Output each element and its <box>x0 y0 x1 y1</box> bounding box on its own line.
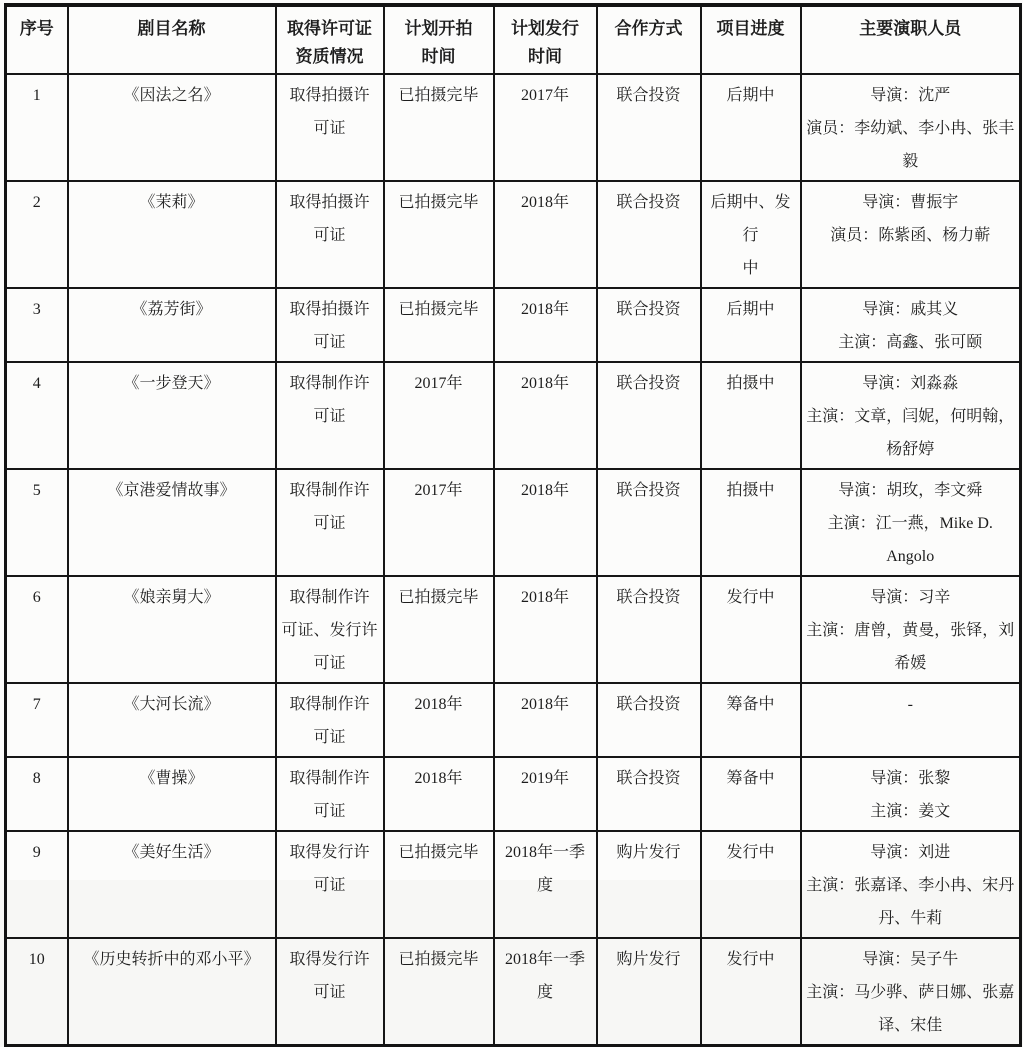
shoot-line: 已拍摄完毕 <box>398 951 479 968</box>
cast-cell <box>801 288 1021 362</box>
license-line: 可证 <box>313 655 346 672</box>
license-cell <box>276 469 384 576</box>
license-line: 可证 <box>313 803 346 820</box>
header-cell-shoot <box>384 5 494 74</box>
cast-cell <box>801 683 1021 757</box>
shoot-line: 2018年 <box>414 696 463 713</box>
license-line: 取得制作许 <box>289 482 370 499</box>
license-line: 可证 <box>313 984 346 1001</box>
release-line: 2018年 <box>520 194 569 211</box>
coop-cell: 联合投资 <box>597 362 701 469</box>
release-line: 2019年 <box>520 770 569 787</box>
progress-line: 拍摄中 <box>726 482 775 499</box>
no-cell: 1 <box>6 74 68 181</box>
shoot-cell <box>384 576 494 683</box>
table-row <box>6 74 1021 181</box>
cast-cell <box>801 831 1021 938</box>
table-body <box>6 74 1021 1046</box>
header-cell-license <box>276 5 384 74</box>
progress-cell <box>701 757 801 831</box>
header-line: 项目进度 <box>716 19 785 38</box>
shoot-line: 2017年 <box>414 375 463 392</box>
table-row <box>6 683 1021 757</box>
no-cell: 7 <box>6 683 68 757</box>
license-line: 取得发行许 <box>289 844 370 861</box>
cast-line: 主演：姜文 <box>870 803 951 820</box>
table-row <box>6 576 1021 683</box>
release-line: 2018年一季 <box>504 844 585 861</box>
progress-cell <box>701 469 801 576</box>
progress-line: 筹备中 <box>726 696 775 713</box>
table-row <box>6 938 1021 1046</box>
table-row <box>6 181 1021 288</box>
release-line: 度 <box>536 984 553 1001</box>
license-cell <box>276 181 384 288</box>
cast-line: 导演：刘进 <box>870 844 951 861</box>
progress-line: 后期中、发行 <box>710 194 791 244</box>
license-cell <box>276 362 384 469</box>
license-line: 取得制作许 <box>289 696 370 713</box>
header-cell-progress <box>701 5 801 74</box>
no-cell: 5 <box>6 469 68 576</box>
title-cell: 《茉莉》 <box>68 181 276 288</box>
release-line: 度 <box>536 877 553 894</box>
header-line: 剧目名称 <box>137 19 206 38</box>
release-cell <box>494 74 597 181</box>
release-line: 2018年 <box>520 696 569 713</box>
cast-line: 导演：吴子牛 <box>862 951 959 968</box>
cast-line: 演员：李幼斌、李小冉、张丰毅 <box>806 120 1015 170</box>
progress-line: 中 <box>742 260 759 277</box>
shoot-cell <box>384 288 494 362</box>
release-cell <box>494 469 597 576</box>
header-cell-coop <box>597 5 701 74</box>
license-cell <box>276 757 384 831</box>
cast-line: 主演：马少骅、萨日娜、张嘉译、宋佳 <box>806 984 1015 1034</box>
cast-line: 主演：文章，闫妮，何明翰，杨舒婷 <box>806 408 1015 458</box>
progress-line: 后期中 <box>726 301 775 318</box>
cast-line: - <box>907 696 913 713</box>
shoot-line: 已拍摄完毕 <box>398 589 479 606</box>
license-cell <box>276 683 384 757</box>
release-line: 2018年 <box>520 482 569 499</box>
cast-cell <box>801 757 1021 831</box>
release-cell <box>494 288 597 362</box>
no-cell: 8 <box>6 757 68 831</box>
license-cell <box>276 938 384 1046</box>
title-cell: 《美好生活》 <box>68 831 276 938</box>
cast-line: 演员：陈紫函、杨力蕲 <box>830 227 991 244</box>
shoot-line: 已拍摄完毕 <box>398 87 479 104</box>
cast-line: 主演：唐曾，黄曼，张铎，刘希媛 <box>806 622 1015 672</box>
coop-cell: 联合投资 <box>597 469 701 576</box>
header-cell-no <box>6 5 68 74</box>
coop-cell: 联合投资 <box>597 576 701 683</box>
coop-cell: 联合投资 <box>597 757 701 831</box>
license-line: 可证、发行许 <box>281 622 378 639</box>
cast-line: 主演：高鑫、张可颐 <box>838 334 983 351</box>
coop-cell: 联合投资 <box>597 288 701 362</box>
license-line: 取得拍摄许 <box>289 87 370 104</box>
no-cell: 9 <box>6 831 68 938</box>
title-cell: 《历史转折中的邓小平》 <box>68 938 276 1046</box>
cast-cell <box>801 74 1021 181</box>
header-line: 取得许可证 <box>287 19 372 38</box>
progress-line: 发行中 <box>726 844 775 861</box>
title-cell: 《大河长流》 <box>68 683 276 757</box>
license-line: 取得拍摄许 <box>289 194 370 211</box>
header-line: 时间 <box>528 47 562 66</box>
coop-cell: 联合投资 <box>597 181 701 288</box>
table-row <box>6 831 1021 938</box>
shoot-line: 已拍摄完毕 <box>398 194 479 211</box>
license-line: 可证 <box>313 227 346 244</box>
cast-line: 导演：习辛 <box>870 589 951 606</box>
progress-line: 发行中 <box>726 951 775 968</box>
cast-line: 导演：曹振宇 <box>862 194 959 211</box>
shoot-line: 2018年 <box>414 770 463 787</box>
release-line: 2017年 <box>520 87 569 104</box>
cast-line: 主演：张嘉译、李小冉、宋丹丹、牛莉 <box>806 877 1015 927</box>
release-line: 2018年 <box>520 375 569 392</box>
cast-cell <box>801 469 1021 576</box>
progress-cell <box>701 683 801 757</box>
no-cell: 10 <box>6 938 68 1046</box>
header-line: 序号 <box>19 19 54 38</box>
header-line: 计划开拍 <box>404 19 473 38</box>
cast-cell <box>801 181 1021 288</box>
progress-cell <box>701 181 801 288</box>
drama-projects-table <box>4 3 1022 1047</box>
license-line: 可证 <box>313 515 346 532</box>
release-line: 2018年 <box>520 589 569 606</box>
shoot-cell <box>384 362 494 469</box>
coop-cell: 购片发行 <box>597 938 701 1046</box>
cast-cell <box>801 362 1021 469</box>
shoot-line: 已拍摄完毕 <box>398 844 479 861</box>
license-line: 取得制作许 <box>289 589 370 606</box>
release-cell <box>494 683 597 757</box>
license-line: 可证 <box>313 408 346 425</box>
progress-cell <box>701 938 801 1046</box>
title-cell: 《曹操》 <box>68 757 276 831</box>
release-line: 2018年一季 <box>504 951 585 968</box>
coop-cell: 联合投资 <box>597 74 701 181</box>
title-cell: 《京港爱情故事》 <box>68 469 276 576</box>
cast-line: 导演：胡玫，李文舜 <box>838 482 983 499</box>
license-line: 可证 <box>313 877 346 894</box>
progress-line: 筹备中 <box>726 770 775 787</box>
license-line: 取得制作许 <box>289 375 370 392</box>
progress-cell <box>701 831 801 938</box>
license-line: 可证 <box>313 729 346 746</box>
shoot-cell <box>384 757 494 831</box>
table-row <box>6 469 1021 576</box>
license-line: 取得发行许 <box>289 951 370 968</box>
progress-cell <box>701 288 801 362</box>
header-line: 合作方式 <box>614 19 683 38</box>
progress-cell <box>701 576 801 683</box>
license-line: 取得拍摄许 <box>289 301 370 318</box>
table-header <box>6 5 1021 74</box>
shoot-cell <box>384 181 494 288</box>
coop-cell: 联合投资 <box>597 683 701 757</box>
title-cell: 《荔芳街》 <box>68 288 276 362</box>
license-line: 可证 <box>313 120 346 137</box>
release-cell <box>494 362 597 469</box>
progress-line: 后期中 <box>726 87 775 104</box>
table-row <box>6 757 1021 831</box>
cast-line: 导演：张黎 <box>870 770 951 787</box>
no-cell: 6 <box>6 576 68 683</box>
progress-cell <box>701 362 801 469</box>
cast-line: 导演：沈严 <box>870 87 951 104</box>
cast-cell <box>801 938 1021 1046</box>
progress-line: 发行中 <box>726 589 775 606</box>
release-cell <box>494 576 597 683</box>
title-cell: 《因法之名》 <box>68 74 276 181</box>
no-cell: 2 <box>6 181 68 288</box>
license-cell <box>276 288 384 362</box>
release-line: 2018年 <box>520 301 569 318</box>
progress-cell <box>701 74 801 181</box>
license-line: 取得制作许 <box>289 770 370 787</box>
shoot-cell <box>384 74 494 181</box>
shoot-line: 已拍摄完毕 <box>398 301 479 318</box>
shoot-line: 2017年 <box>414 482 463 499</box>
header-line: 资质情况 <box>295 47 364 66</box>
shoot-cell <box>384 469 494 576</box>
cast-line: 导演：刘淼淼 <box>862 375 959 392</box>
header-line: 计划发行 <box>511 19 579 38</box>
release-cell <box>494 831 597 938</box>
title-cell: 《一步登天》 <box>68 362 276 469</box>
header-row <box>6 5 1021 74</box>
progress-line: 拍摄中 <box>726 375 775 392</box>
header-cell-title <box>68 5 276 74</box>
license-cell <box>276 576 384 683</box>
no-cell: 4 <box>6 362 68 469</box>
release-cell <box>494 757 597 831</box>
license-cell <box>276 831 384 938</box>
shoot-cell <box>384 938 494 1046</box>
table-row <box>6 288 1021 362</box>
table-row <box>6 362 1021 469</box>
header-line: 时间 <box>421 47 456 66</box>
header-cell-release <box>494 5 597 74</box>
cast-line: 导演：戚其义 <box>862 301 959 318</box>
header-line: 主要演职人员 <box>859 19 962 38</box>
title-cell: 《娘亲舅大》 <box>68 576 276 683</box>
license-cell <box>276 74 384 181</box>
coop-cell: 购片发行 <box>597 831 701 938</box>
cast-cell <box>801 576 1021 683</box>
release-cell <box>494 938 597 1046</box>
shoot-cell <box>384 683 494 757</box>
license-line: 可证 <box>313 334 346 351</box>
release-cell <box>494 181 597 288</box>
header-cell-cast <box>801 5 1021 74</box>
shoot-cell <box>384 831 494 938</box>
no-cell: 3 <box>6 288 68 362</box>
cast-line: 主演：江一燕，Mike D. Angolo <box>827 515 993 565</box>
